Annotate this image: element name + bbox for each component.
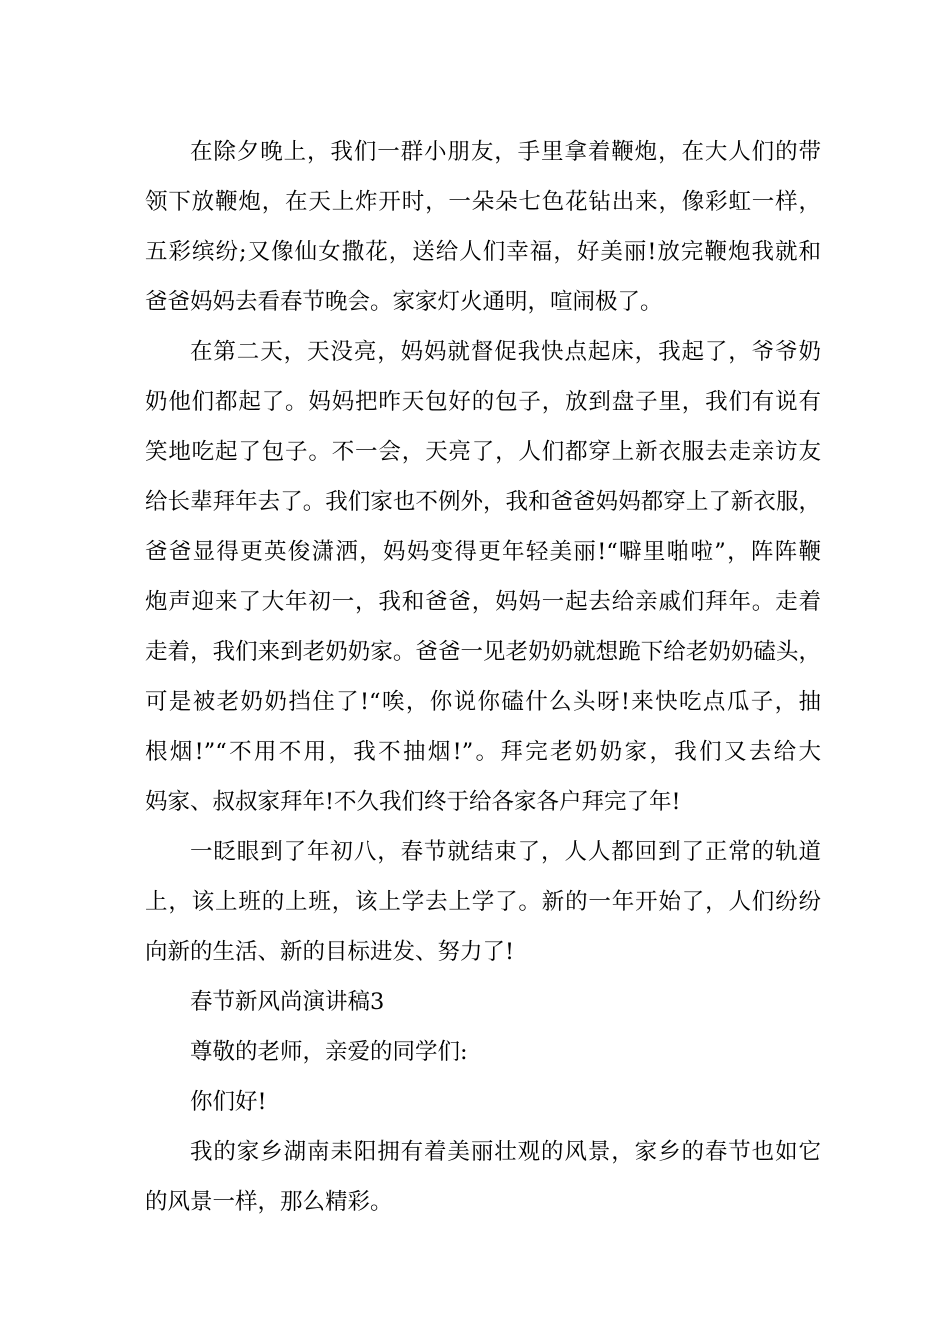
paragraph-line: 炮声迎来了大年初一，我和爸爸，妈妈一起去给亲戚们拜年。走着 [145,589,821,615]
paragraph-line: 领下放鞭炮，在天上炸开时，一朵朵七色花钻出来，像彩虹一样， [145,189,821,215]
paragraph-line: 走着，我们来到老奶奶家。爸爸一见老奶奶就想跪下给老奶奶磕头， [145,639,821,665]
paragraph-line: 奶他们都起了。妈妈把昨天包好的包子，放到盘子里，我们有说有 [145,389,821,415]
paragraph-line: 妈家、叔叔家拜年!不久我们终于给各家各户拜完了年! [145,789,681,815]
greeting-text: 你们好! [190,1089,267,1115]
paragraph-line: 向新的生活、新的目标进发、努力了! [145,939,515,965]
paragraph [145,127,821,327]
paragraph-line: 五彩缤纷;又像仙女撒花，送给人们幸福，好美丽!放完鞭炮我就和 [145,239,821,265]
document-body [145,127,821,1227]
paragraph [145,1127,821,1227]
speech-title [145,977,821,1027]
salutation-text: 尊敬的老师，亲爱的同学们: [190,1039,468,1065]
paragraph-line: 给长辈拜年去了。我们家也不例外，我和爸爸妈妈都穿上了新衣服， [145,489,821,515]
salutation [145,1027,821,1077]
paragraph-line: 一眨眼到了年初八，春节就结束了，人人都回到了正常的轨道 [190,839,821,865]
paragraph [145,827,821,977]
paragraph-line: 在除夕晚上，我们一群小朋友，手里拿着鞭炮，在大人们的带 [190,139,821,165]
paragraph-line: 可是被老奶奶挡住了!“唉，你说你磕什么头呀!来快吃点瓜子，抽 [145,689,821,715]
paragraph-line: 笑地吃起了包子。不一会，天亮了，人们都穿上新衣服去走亲访友 [145,439,821,465]
speech-title-text: 春节新风尚演讲稿3 [190,989,385,1015]
paragraph [145,327,821,827]
paragraph-line: 上，该上班的上班，该上学去上学了。新的一年开始了，人们纷纷 [145,889,821,915]
paragraph-line: 我的家乡湖南耒阳拥有着美丽壮观的风景，家乡的春节也如它 [190,1139,821,1165]
paragraph-line: 爸爸显得更英俊潇洒，妈妈变得更年轻美丽!“噼里啪啦”，阵阵鞭 [145,539,821,565]
paragraph-line: 的风景一样，那么精彩。 [145,1189,393,1215]
paragraph-line: 爸爸妈妈去看春节晚会。家家灯火通明，喧闹极了。 [145,289,663,315]
paragraph-line: 根烟!”“不用不用，我不抽烟!”。拜完老奶奶家，我们又去给大 [145,739,821,765]
paragraph-line: 在第二天，天没亮，妈妈就督促我快点起床，我起了，爷爷奶 [190,339,821,365]
greeting [145,1077,821,1127]
